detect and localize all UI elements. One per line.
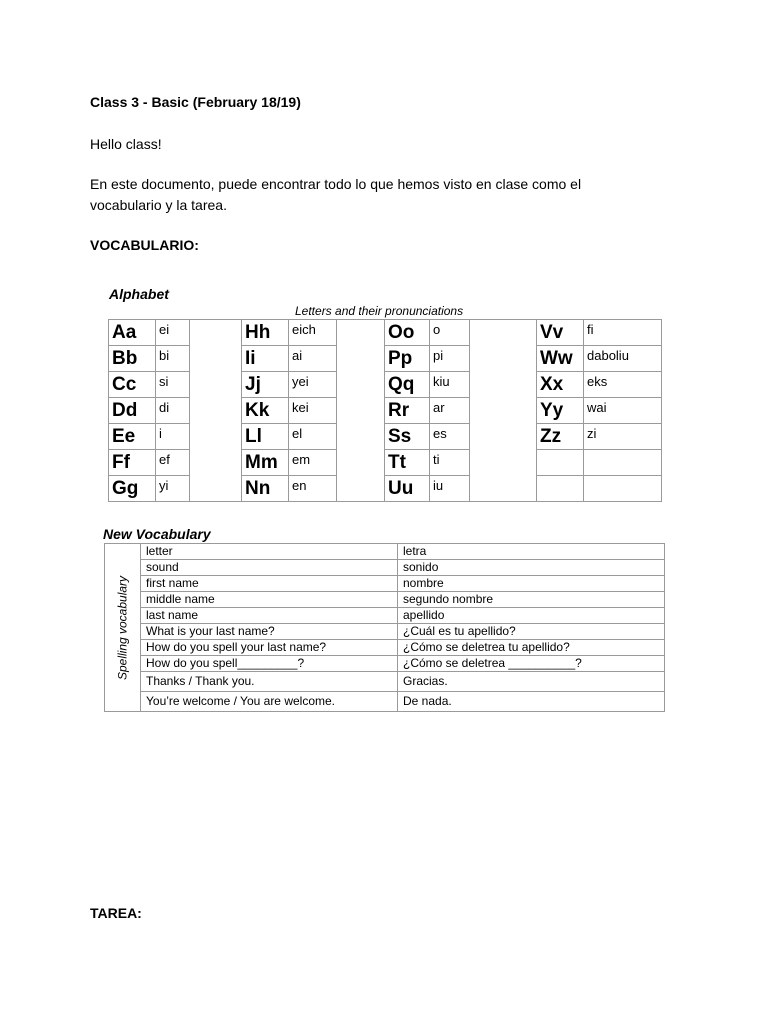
spanish-term: ¿Cuál es tu apellido? [398, 624, 665, 640]
spacer-cell [470, 476, 537, 502]
letter-cell [537, 450, 584, 476]
intro-paragraph: En este documento, puede encontrar todo lo que hemos visto en clase como el vocabulario y la tarea. [90, 176, 582, 213]
vocabulary-row [105, 608, 665, 624]
pronunciation-cell: o [430, 320, 470, 346]
pronunciation-cell: el [289, 424, 337, 450]
letter-cell: Mm [242, 450, 289, 476]
pronunciation-cell: es [430, 424, 470, 450]
spacer-cell [190, 372, 242, 398]
letter-cell: Ss [385, 424, 430, 450]
spanish-term: sonido [398, 560, 665, 576]
spacer-cell [337, 346, 385, 372]
alphabet-row [109, 476, 662, 502]
letter-cell: Ee [109, 424, 156, 450]
spacer-cell [190, 320, 242, 346]
greeting-text: Hello class! [90, 136, 162, 152]
vocabulary-heading: VOCABULARIO: [90, 237, 199, 253]
english-term: How do you spell_________? [141, 656, 398, 672]
letter-cell: Nn [242, 476, 289, 502]
letter-cell: Dd [109, 398, 156, 424]
vocabulary-row [105, 692, 665, 712]
vocabulary-table [104, 543, 665, 712]
letter-cell: Ww [537, 346, 584, 372]
spacer-cell [337, 398, 385, 424]
vocabulary-row [105, 576, 665, 592]
alphabet-title: Alphabet [109, 286, 169, 302]
letter-cell: Ll [242, 424, 289, 450]
spacer-cell [470, 346, 537, 372]
letter-cell: Vv [537, 320, 584, 346]
pronunciation-cell: ti [430, 450, 470, 476]
vocabulary-row [105, 624, 665, 640]
pronunciation-cell: fi [584, 320, 662, 346]
pronunciation-cell: wai [584, 398, 662, 424]
alphabet-row [109, 372, 662, 398]
spanish-term: Gracias. [398, 672, 665, 692]
english-term: sound [141, 560, 398, 576]
spacer-cell [470, 372, 537, 398]
vocabulary-row [105, 560, 665, 576]
english-term: How do you spell your last name? [141, 640, 398, 656]
pronunciation-cell: yei [289, 372, 337, 398]
vocabulary-row [105, 672, 665, 692]
spacer-cell [337, 424, 385, 450]
side-label-cell [105, 544, 141, 712]
letter-cell: Kk [242, 398, 289, 424]
pronunciation-cell: bi [156, 346, 190, 372]
alphabet-row [109, 398, 662, 424]
pronunciation-cell: di [156, 398, 190, 424]
pronunciation-cell: yi [156, 476, 190, 502]
letter-cell: Bb [109, 346, 156, 372]
pronunciation-cell: ar [430, 398, 470, 424]
vocabulary-row [105, 592, 665, 608]
letter-cell: Rr [385, 398, 430, 424]
pronunciation-cell [584, 476, 662, 502]
pronunciation-cell: ef [156, 450, 190, 476]
english-term: first name [141, 576, 398, 592]
pronunciation-cell: en [289, 476, 337, 502]
letter-cell: Cc [109, 372, 156, 398]
spanish-term: ¿Cómo se deletrea tu apellido? [398, 640, 665, 656]
spacer-cell [190, 398, 242, 424]
letter-cell: Pp [385, 346, 430, 372]
pronunciation-cell: ei [156, 320, 190, 346]
letter-cell: Tt [385, 450, 430, 476]
spacer-cell [337, 450, 385, 476]
side-label: Spelling vocabulary [115, 575, 129, 680]
letter-cell: Ii [242, 346, 289, 372]
pronunciation-cell: kiu [430, 372, 470, 398]
spacer-cell [190, 476, 242, 502]
spacer-cell [470, 424, 537, 450]
alphabet-row [109, 346, 662, 372]
letter-cell: Zz [537, 424, 584, 450]
homework-heading: TAREA: [90, 905, 142, 921]
letter-cell: Aa [109, 320, 156, 346]
letter-cell: Uu [385, 476, 430, 502]
alphabet-row [109, 320, 662, 346]
spacer-cell [337, 372, 385, 398]
spacer-cell [190, 346, 242, 372]
page-title: Class 3 - Basic (February 18/19) [90, 94, 301, 110]
spacer-cell [190, 424, 242, 450]
spacer-cell [337, 476, 385, 502]
pronunciation-cell: em [289, 450, 337, 476]
pronunciation-cell [584, 450, 662, 476]
letter-cell: Ff [109, 450, 156, 476]
english-term: last name [141, 608, 398, 624]
english-term: What is your last name? [141, 624, 398, 640]
letter-cell: Hh [242, 320, 289, 346]
pronunciation-cell: daboliu [584, 346, 662, 372]
pronunciation-cell: eks [584, 372, 662, 398]
alphabet-table [108, 319, 662, 502]
letter-cell: Xx [537, 372, 584, 398]
letter-cell: Oo [385, 320, 430, 346]
alphabet-row [109, 424, 662, 450]
english-term: Thanks / Thank you. [141, 672, 398, 692]
letter-cell: Yy [537, 398, 584, 424]
vocabulary-title: New Vocabulary [103, 526, 211, 542]
pronunciation-cell: iu [430, 476, 470, 502]
pronunciation-cell: zi [584, 424, 662, 450]
spacer-cell [470, 320, 537, 346]
vocabulary-row [105, 656, 665, 672]
vocabulary-row [105, 640, 665, 656]
spanish-term: nombre [398, 576, 665, 592]
pronunciation-cell: si [156, 372, 190, 398]
english-term: letter [141, 544, 398, 560]
spacer-cell [470, 450, 537, 476]
pronunciation-cell: ai [289, 346, 337, 372]
spanish-term: ¿Cómo se deletrea __________? [398, 656, 665, 672]
spanish-term: letra [398, 544, 665, 560]
spacer-cell [337, 320, 385, 346]
spanish-term: segundo nombre [398, 592, 665, 608]
spacer-cell [190, 450, 242, 476]
letter-cell [537, 476, 584, 502]
spanish-term: De nada. [398, 692, 665, 712]
letter-cell: Gg [109, 476, 156, 502]
vocabulary-row [105, 544, 665, 560]
alphabet-row [109, 450, 662, 476]
alphabet-subtitle: Letters and their pronunciations [295, 304, 464, 318]
pronunciation-cell: kei [289, 398, 337, 424]
pronunciation-cell: i [156, 424, 190, 450]
pronunciation-cell: pi [430, 346, 470, 372]
pronunciation-cell: eich [289, 320, 337, 346]
english-term: You’re welcome / You are welcome. [141, 692, 398, 712]
spanish-term: apellido [398, 608, 665, 624]
letter-cell: Qq [385, 372, 430, 398]
letter-cell: Jj [242, 372, 289, 398]
spacer-cell [470, 398, 537, 424]
english-term: middle name [141, 592, 398, 608]
